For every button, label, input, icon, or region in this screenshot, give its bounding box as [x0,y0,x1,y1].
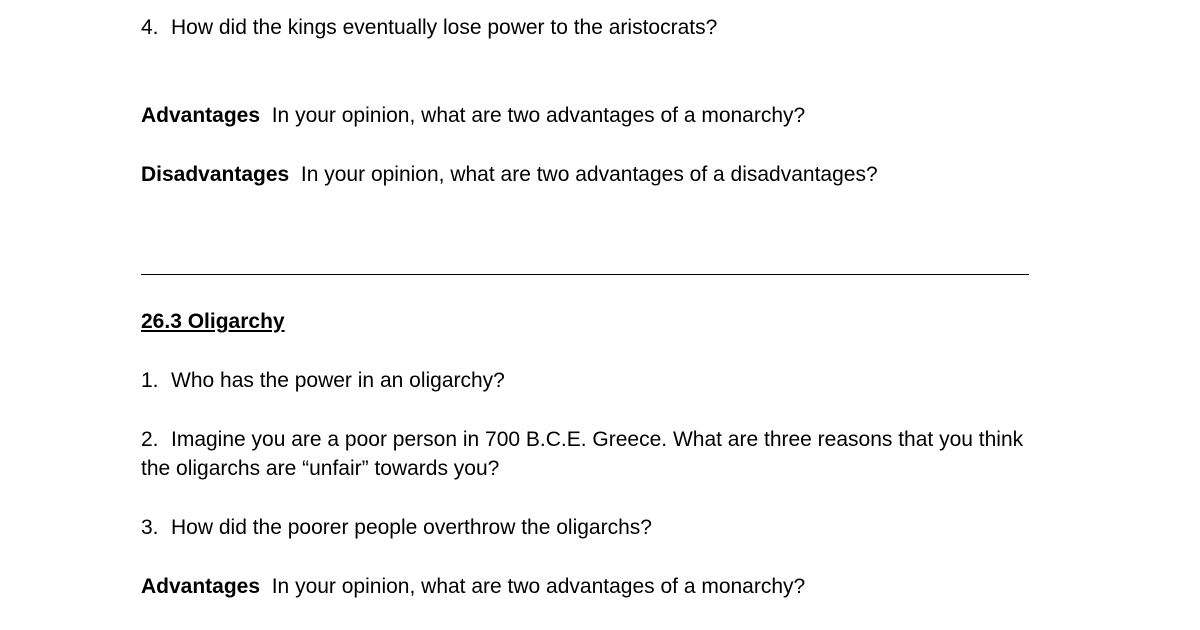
question-number: 3. [141,516,159,539]
monarchy-advantages-prompt [141,102,805,130]
question-text: How did the poorer people overthrow the oligarchs? [171,516,652,539]
question-number: 2. [141,428,159,451]
question-text-line1: Imagine you are a poor person in 700 B.C.E. Greece. What are three reasons that you think [171,428,1024,451]
question-2 [141,426,1023,454]
question-3 [141,514,652,542]
disadvantages-text: In your opinion, what are two advantages of a disadvantages? [300,163,878,186]
question-text-line2: the oligarchs are “unfair” towards you? [141,457,500,480]
question-4 [141,14,717,42]
oligarchy-advantages-prompt [141,573,805,601]
question-text: Who has the power in an oligarchy? [171,369,505,392]
advantages-text: In your opinion, what are two advantages of a monarchy? [271,104,806,127]
advantages-label: Advantages [141,104,261,127]
question-2-continued [141,455,499,483]
advantages-text: In your opinion, what are two advantages of a monarchy? [271,575,806,598]
question-number: 4. [141,16,159,39]
oligarchy-heading: 26.3 Oligarchy [141,310,285,333]
question-number: 1. [141,369,159,392]
question-1 [141,367,505,395]
disadvantages-label: Disadvantages [141,163,290,186]
monarchy-disadvantages-prompt [141,161,878,189]
question-text: How did the kings eventually lose power to the aristocrats? [171,16,718,39]
advantages-label: Advantages [141,575,261,598]
section-divider [141,274,1029,275]
